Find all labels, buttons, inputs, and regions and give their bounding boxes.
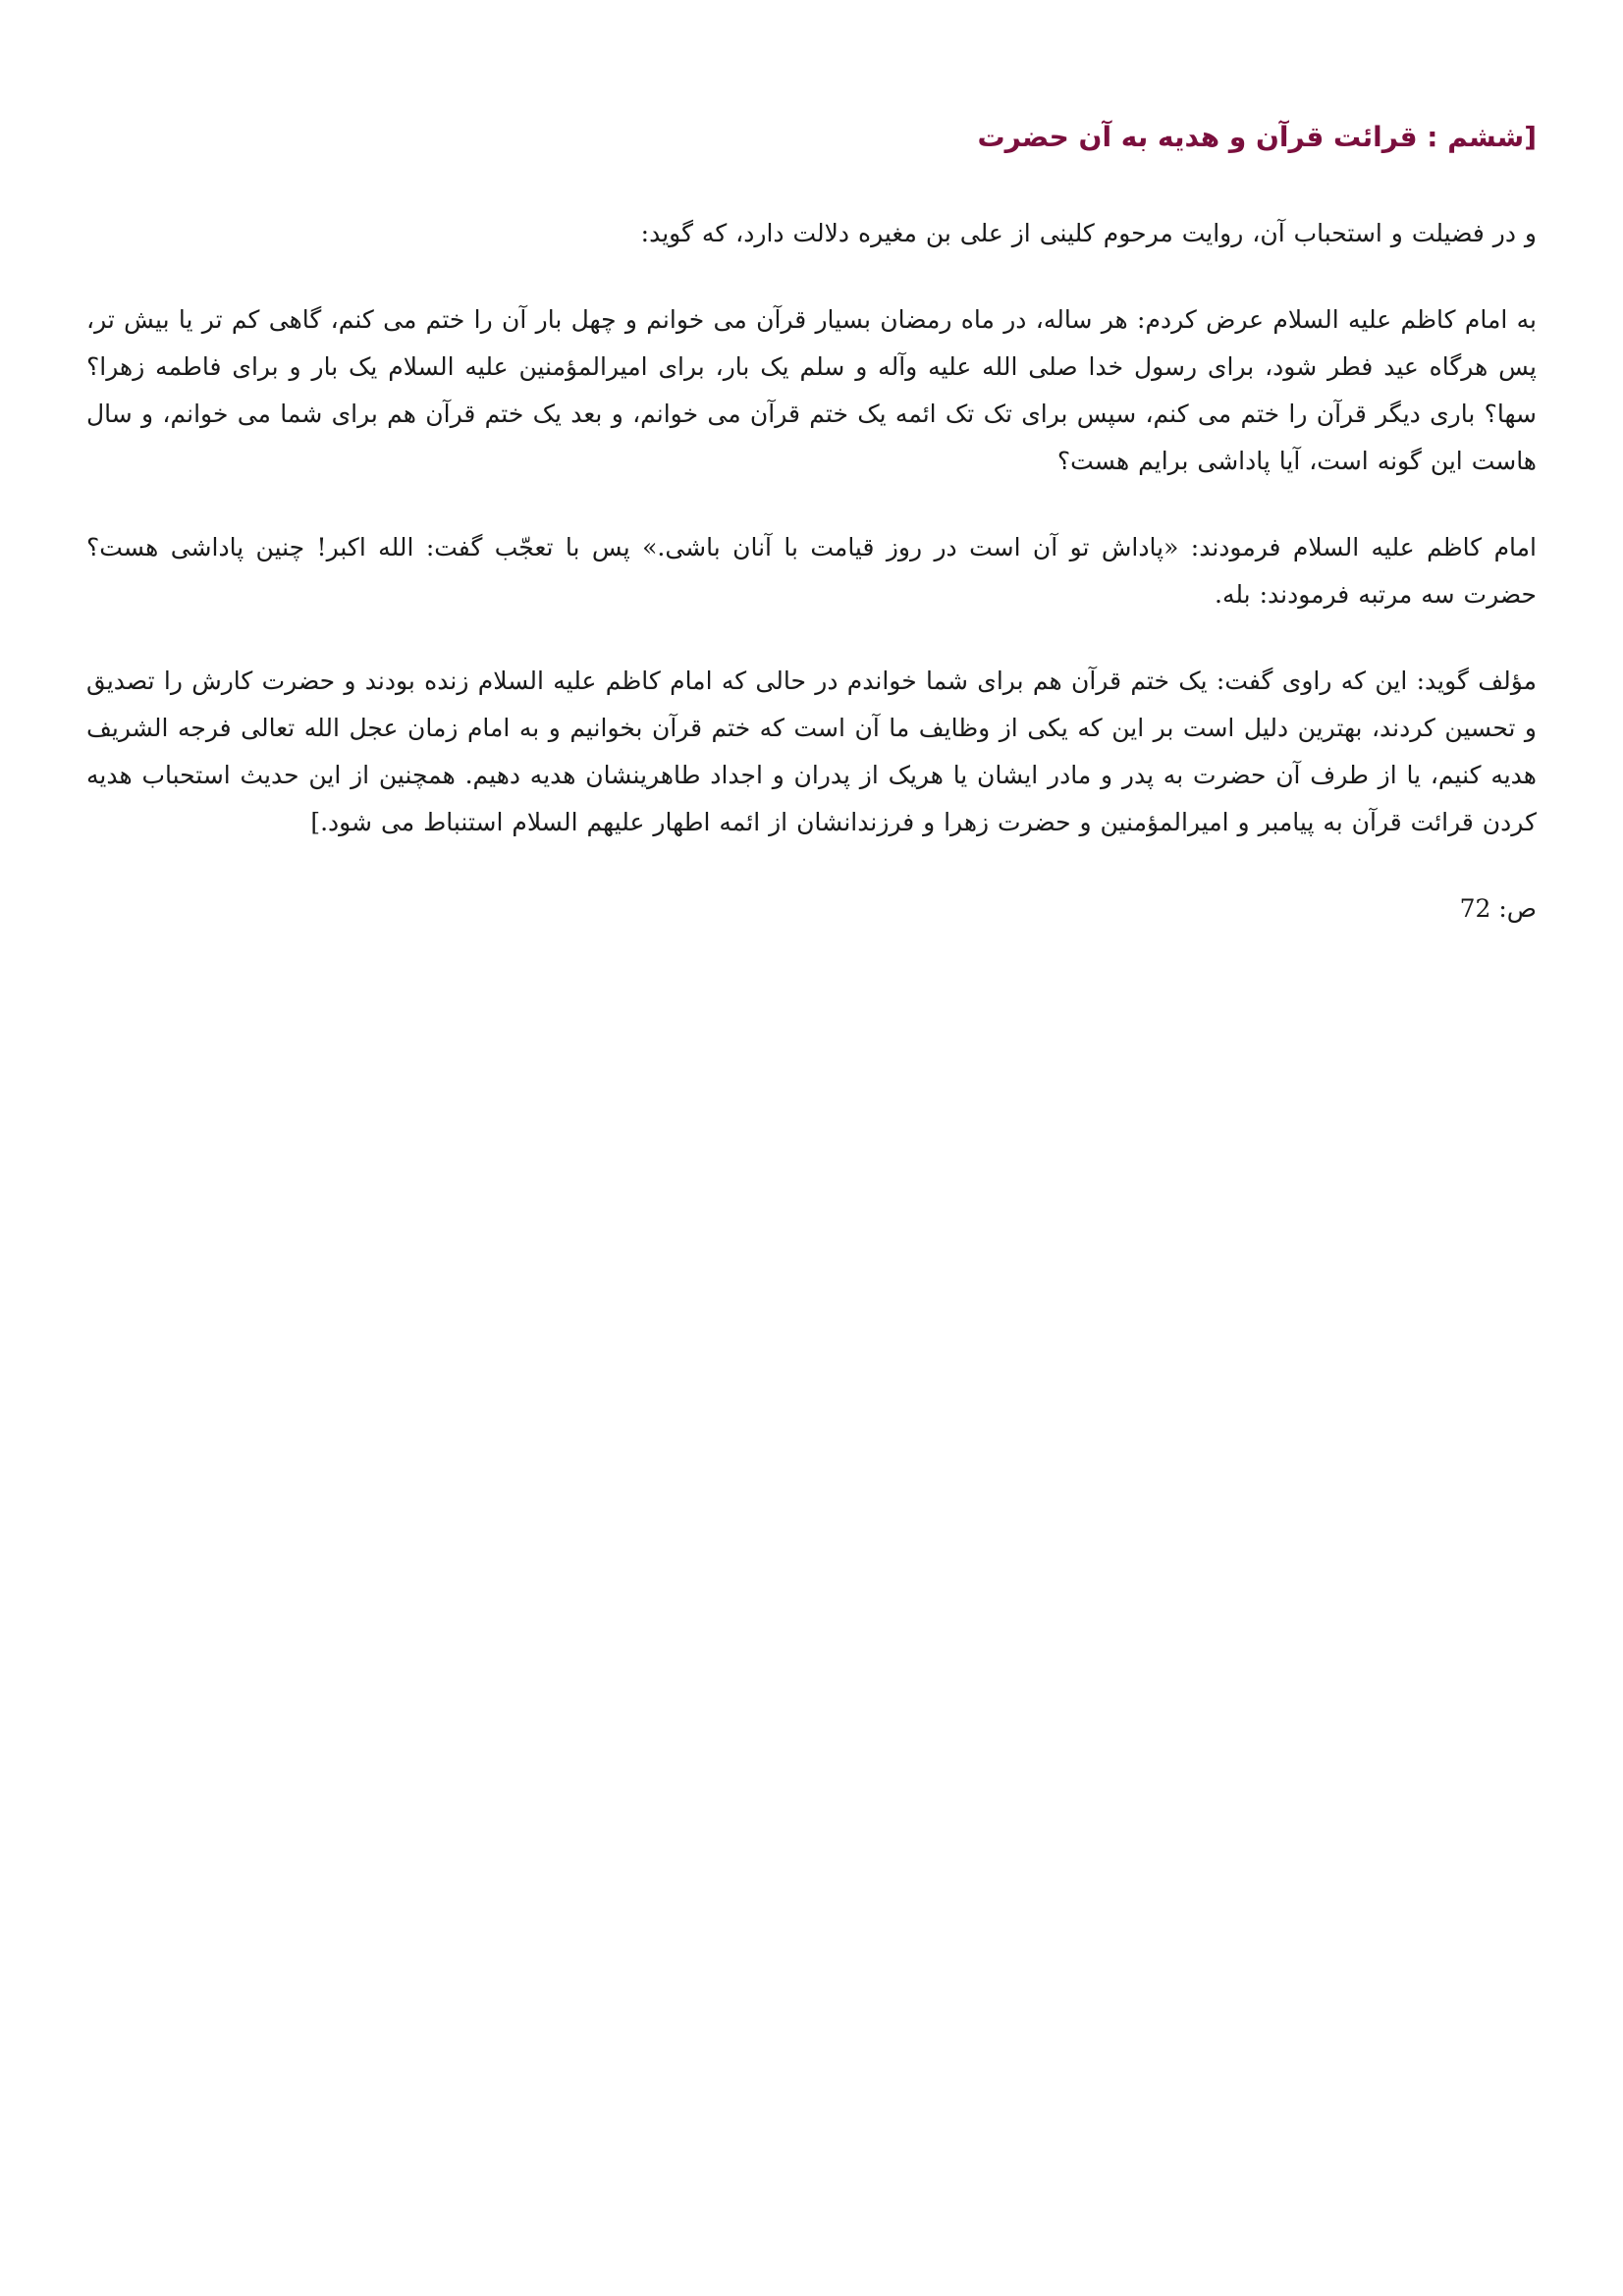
section-heading: [ششم : قرائت قرآن و هديه به آن حضرت [977, 121, 1537, 153]
paragraph-author-note: مؤلف گوید: این که راوی گفت: یک ختم قرآن هم برای شما خواندم در حالی که امام کاظم علیه السلام زنده بودند و حضرت کارش را تصدیق و تحسین کردند، بهترین دلیل است بر این که یکی از وظایف ما آن است که ختم قرآن بخوانیم و به امام زمان عجل الله تعالی فرجه الشریف هدیه کنیم، یا از طرف آن حضرت به پدر و مادر ایشان یا هریک از پدران و اجداد طاهرینشان هدیه دهیم. همچنین از این حدیث استحباب هدیه کردن قرائت قرآن به پیامبر و امیرالمؤمنین و حضرت زهرا و فرزندانشان از ائمه اطهار علیهم السلام استنباط می شود.] [86, 667, 1537, 836]
paragraph-imam-reply: امام کاظم علیه السلام فرمودند: «پاداش تو آن است در روز قیامت با آنان باشی.» پس با تعجّب گفت: الله اکبر! چنین پاداشی هست؟ حضرت سه مرتبه فرمودند: بله. [86, 533, 1537, 609]
paragraph-intro: و در فضیلت و استحباب آن، روایت مرحوم کلینی از علی بن مغیره دلالت دارد، که گوید: [640, 219, 1537, 247]
page-number: ص: 72 [1459, 894, 1537, 923]
paragraph-narration: به امام کاظم علیه السلام عرض کردم: هر ساله، در ماه رمضان بسیار قرآن می خوانم و چهل بار آن را ختم می کنم، گاهی کم تر یا بیش تر، پس هرگاه عید فطر شود، برای رسول خدا صلی الله علیه وآله و سلم یک بار، برای امیرالمؤمنین علیه السلام یک بار و برای فاطمه زهرا؟سها؟ باری دیگر قرآن را ختم می کنم، سپس برای تک تک ائمه یک ختم قرآن می خوانم، و بعد یک ختم قرآن هم برای شما می خوانم، و سال هاست این گونه است، آیا پاداشی برایم هست؟ [86, 305, 1537, 475]
page-content [86, 110, 1537, 933]
